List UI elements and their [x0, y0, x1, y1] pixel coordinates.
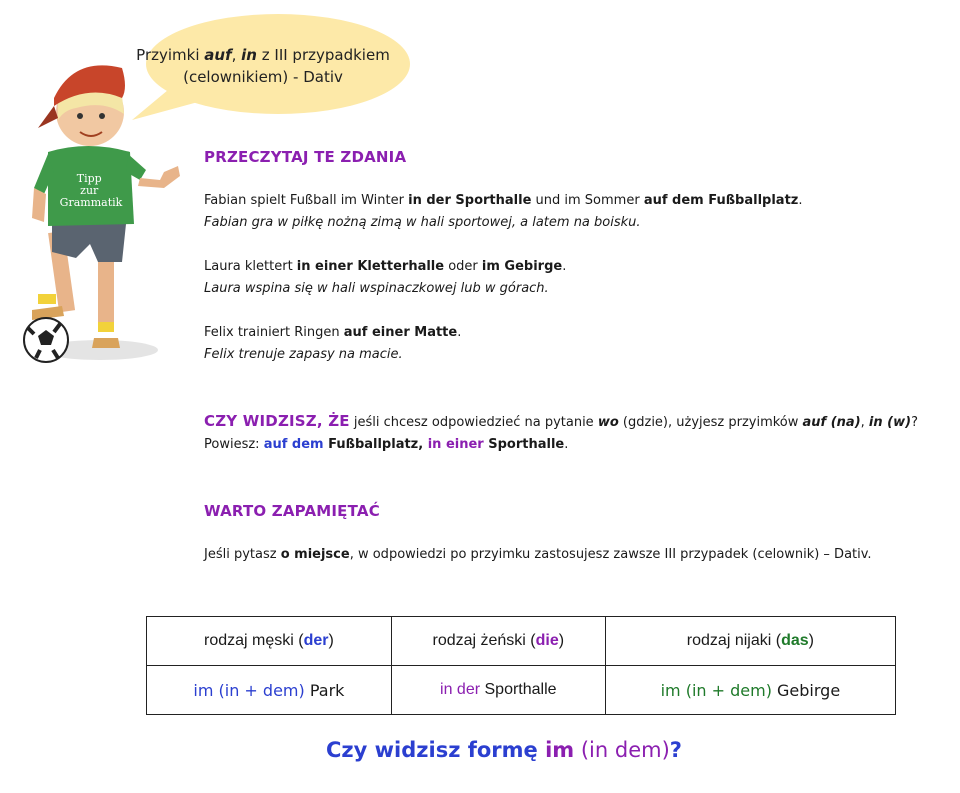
table-header-row — [147, 617, 896, 666]
notice-example: Powiesz: auf dem Fußballplatz, in einer Sporthalle. — [204, 437, 569, 452]
sentence-3-polish: Felix trenuje zapasy na macie. — [204, 347, 403, 362]
bubble-text: Przyimki auf, in z III przypadkiem (celownikiem) - Dativ — [136, 46, 390, 86]
header-neuter: rodzaj nijaki (das) — [605, 617, 895, 666]
header-masculine: rodzaj męski (der) — [147, 617, 392, 666]
sentence-3-german: Felix trainiert Ringen auf einer Matte. — [204, 325, 462, 340]
sentence-1-german: Fabian spielt Fußball im Winter in der Sporthalle und im Sommer auf dem Fußballplatz. — [204, 193, 803, 208]
cell-neuter: im (in + dem) Gebirge — [605, 666, 895, 715]
soccer-ball-icon — [24, 318, 68, 362]
sentence-2-german: Laura klettert in einer Kletterhalle oder im Gebirge. — [204, 259, 567, 274]
heading-read: PRZECZYTAJ TE ZDANIA — [204, 148, 407, 166]
notice-paragraph: CZY WIDZISZ, ŻE jeśli chcesz odpowiedzieć na pytanie wo (gdzie), użyjesz przyimków auf (na), in (w)? — [204, 412, 918, 430]
sentence-2-polish: Laura wspina się w hali wspinaczkowej lub w górach. — [204, 281, 549, 296]
main-content — [204, 146, 934, 566]
cell-feminine: in der Sporthalle — [391, 666, 605, 715]
header-feminine: rodzaj żeński (die) — [391, 617, 605, 666]
shirt-text: Tipp zur Grammatik — [59, 172, 123, 209]
table-row — [147, 666, 896, 715]
heading-remember: WARTO ZAPAMIĘTAĆ — [204, 502, 380, 520]
mascot-boy-illustration — [18, 48, 188, 368]
footer-question: Czy widzisz formę im (in dem)? — [326, 738, 682, 762]
remember-paragraph: Jeśli pytasz o miejsce, w odpowiedzi po przyimku zastosujesz zawsze III przypadek (celownik) – Dativ. — [204, 547, 872, 562]
cell-masculine: im (in + dem) Park — [147, 666, 392, 715]
sentence-1-polish: Fabian gra w piłkę nożną zimą w hali sportowej, a latem na boisku. — [204, 215, 641, 230]
gender-table — [146, 616, 896, 715]
